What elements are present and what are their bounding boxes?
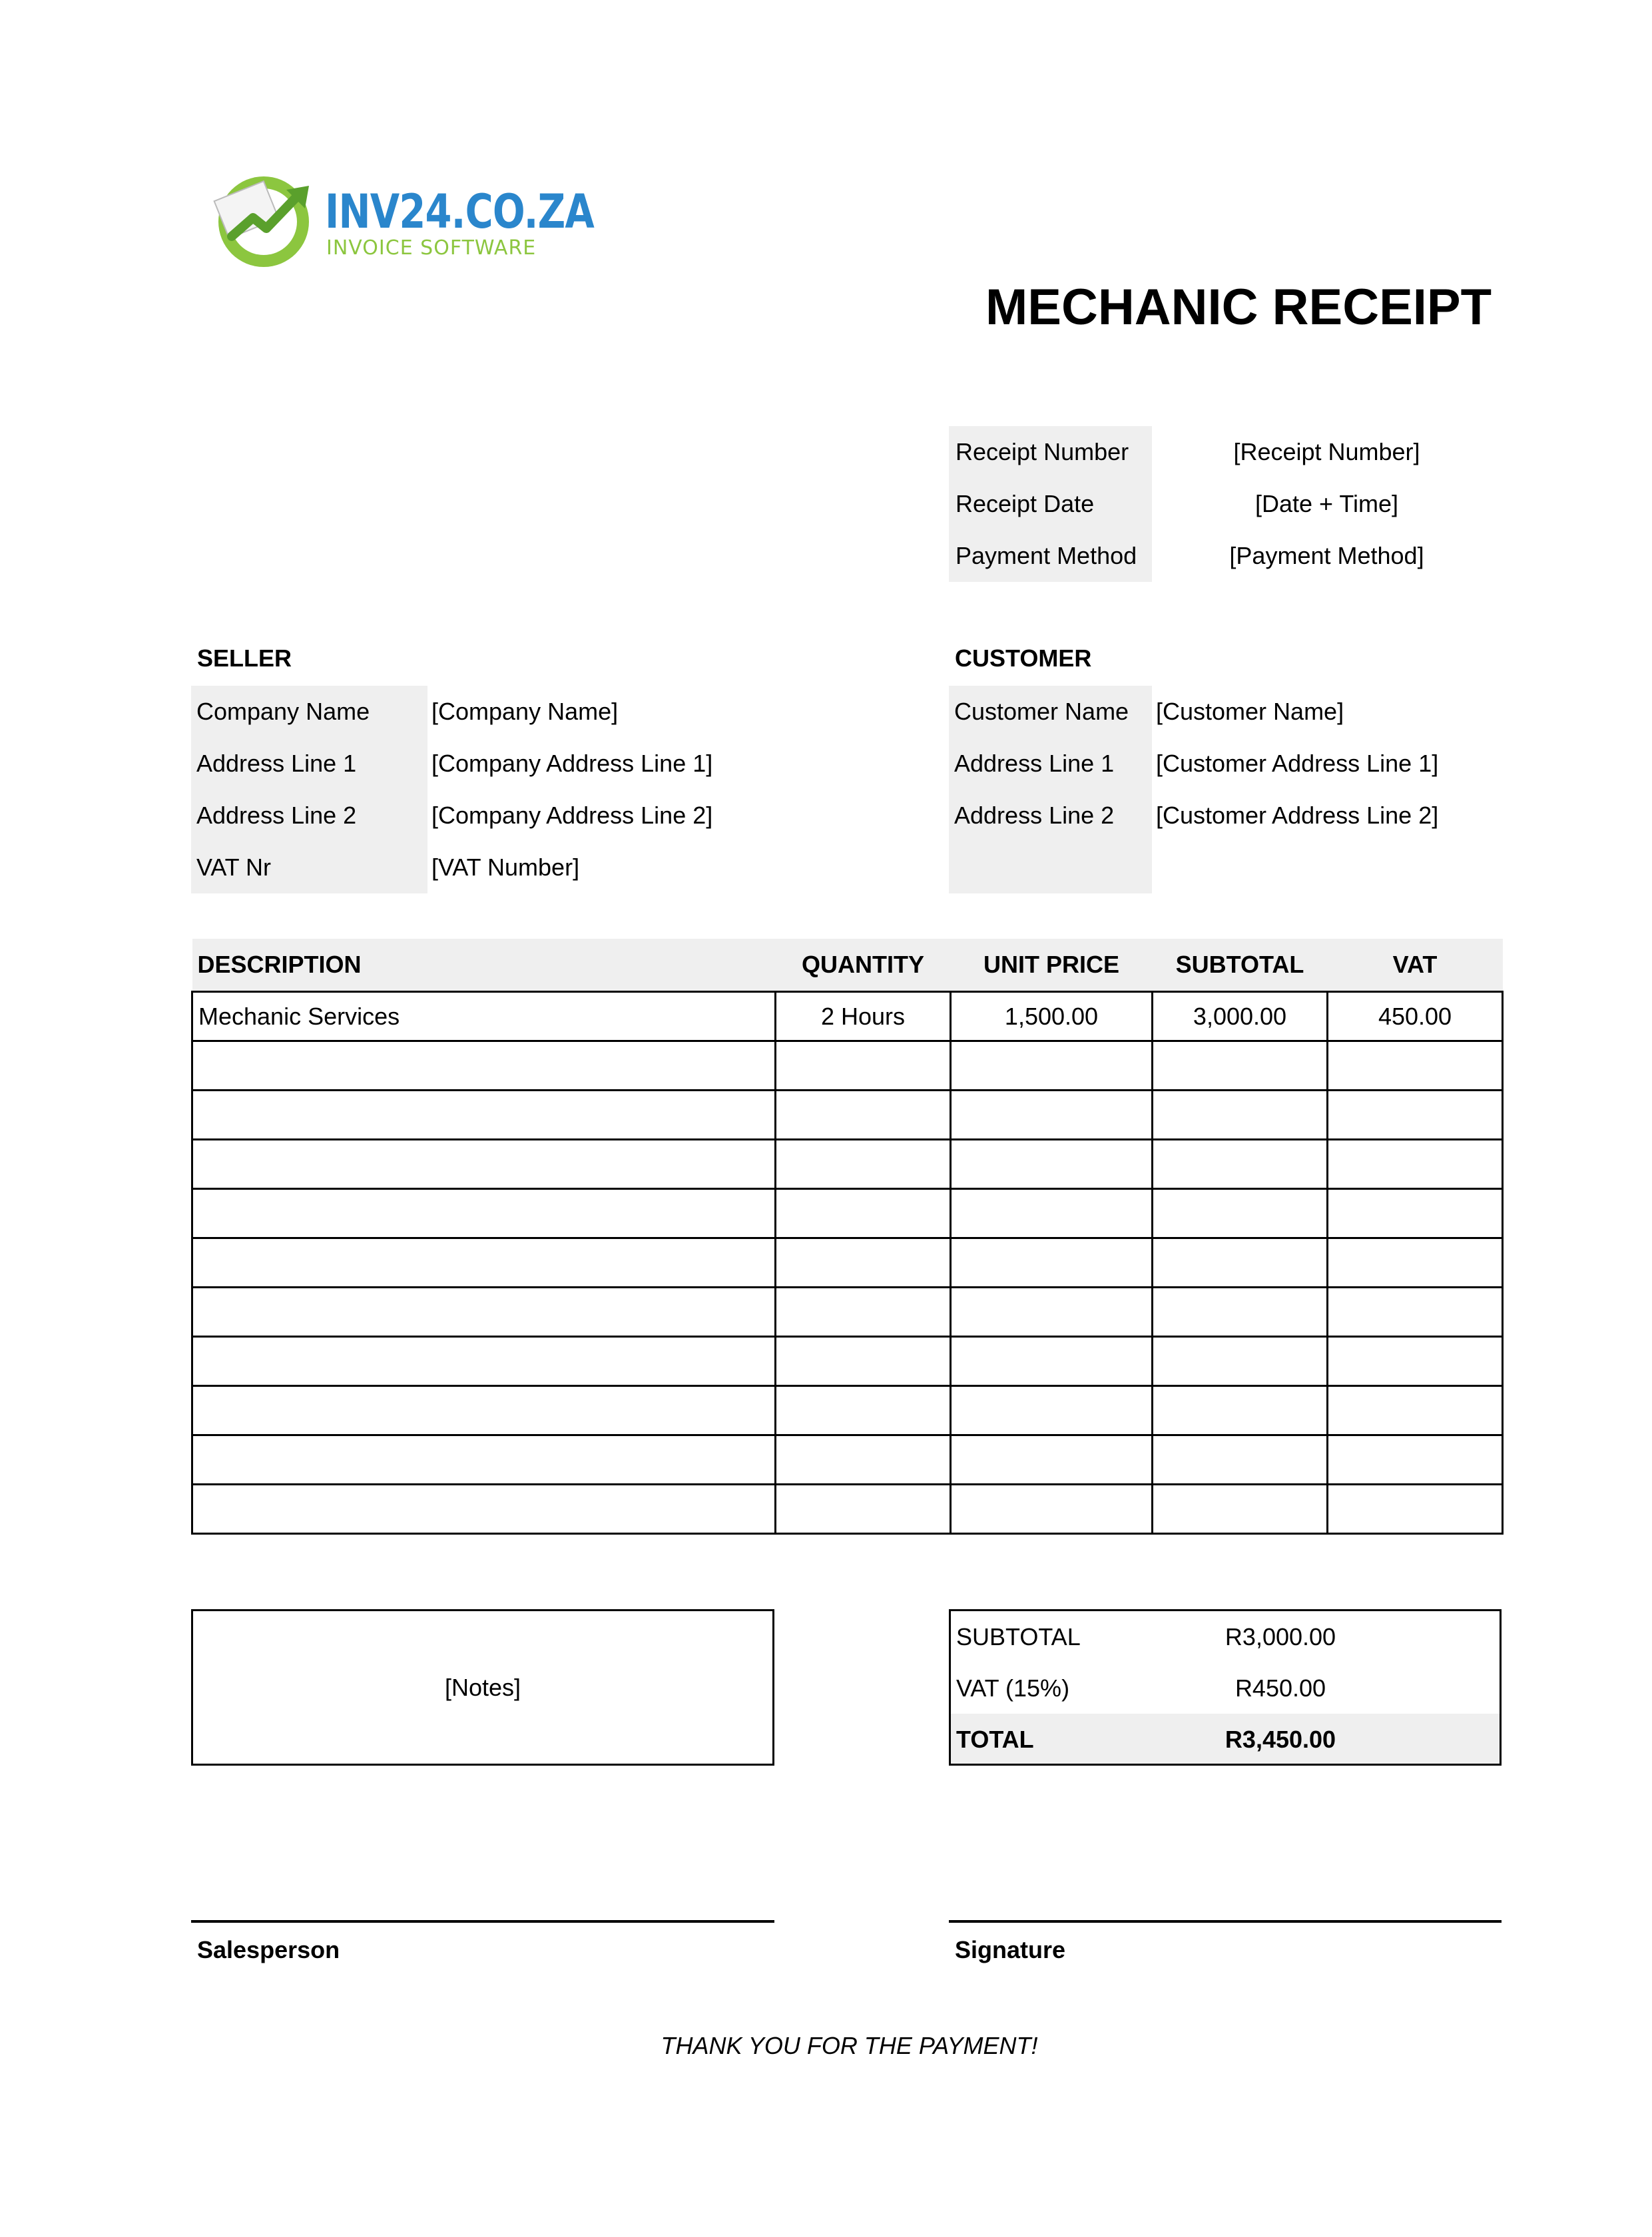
logo-tagline: INVOICE SOFTWARE	[326, 236, 537, 260]
item-quantity-cell[interactable]	[776, 1386, 951, 1435]
item-quantity-cell[interactable]	[776, 1189, 951, 1238]
item-description-cell[interactable]	[192, 1386, 776, 1435]
item-subtotal-cell[interactable]	[1153, 1140, 1328, 1189]
item-unit-price-cell[interactable]	[951, 1337, 1153, 1386]
totals-total-label: TOTAL	[956, 1726, 1034, 1753]
customer-name-value[interactable]: [Customer Name]	[1156, 698, 1344, 725]
item-subtotal-cell[interactable]	[1153, 1337, 1328, 1386]
header-unit-price: UNIT PRICE	[951, 939, 1153, 992]
item-unit-price-cell[interactable]	[951, 1140, 1153, 1189]
item-subtotal-cell[interactable]	[1153, 1386, 1328, 1435]
line-items-header-row	[192, 939, 1503, 992]
totals-total-value: R3,450.00	[1225, 1726, 1336, 1753]
totals-vat-value: R450.00	[1235, 1674, 1326, 1702]
notes-box[interactable]	[191, 1609, 774, 1766]
seller-address-line-1-label: Address Line 1	[191, 738, 427, 790]
totals-subtotal-value: R3,000.00	[1225, 1623, 1336, 1650]
seller-company-name-value[interactable]: [Company Name]	[431, 698, 619, 725]
table-row	[192, 1337, 1503, 1386]
item-unit-price-cell[interactable]	[951, 1238, 1153, 1288]
table-row	[192, 1238, 1503, 1288]
table-row	[192, 1140, 1503, 1189]
totals-subtotal-label: SUBTOTAL	[956, 1623, 1081, 1650]
salesperson-signature-line[interactable]	[191, 1920, 774, 1923]
customer-name-label: Customer Name	[949, 686, 1152, 738]
item-description-cell[interactable]	[192, 1288, 776, 1337]
seller-company-name-label: Company Name	[191, 686, 427, 738]
seller-address-line-2-label: Address Line 2	[191, 790, 427, 842]
item-unit-price-cell[interactable]	[951, 1435, 1153, 1485]
header-vat: VAT	[1328, 939, 1503, 992]
item-vat-cell[interactable]	[1328, 1189, 1503, 1238]
table-row	[192, 1435, 1503, 1485]
company-logo	[212, 170, 594, 270]
logo-brand-name: INV24.CO.ZA	[325, 184, 594, 239]
customer-empty-label-cell	[949, 842, 1152, 893]
item-unit-price-cell[interactable]: 1,500.00	[951, 992, 1153, 1041]
item-quantity-cell[interactable]: 2 Hours	[776, 992, 951, 1041]
item-quantity-cell[interactable]	[776, 1238, 951, 1288]
seller-address-line-1-value[interactable]: [Company Address Line 1]	[431, 750, 713, 777]
table-row	[192, 1485, 1503, 1534]
item-subtotal-cell[interactable]	[1153, 1189, 1328, 1238]
table-row	[192, 1091, 1503, 1140]
item-vat-cell[interactable]: 450.00	[1328, 992, 1503, 1041]
seller-heading: SELLER	[197, 644, 292, 672]
item-subtotal-cell[interactable]: 3,000.00	[1153, 992, 1328, 1041]
thank-you-message: THANK YOU FOR THE PAYMENT!	[661, 2032, 1038, 2059]
item-subtotal-cell[interactable]	[1153, 1435, 1328, 1485]
item-unit-price-cell[interactable]	[951, 1041, 1153, 1091]
receipt-date-value[interactable]: [Date + Time]	[1254, 490, 1399, 517]
header-description: DESCRIPTION	[192, 939, 776, 992]
item-description-cell[interactable]	[192, 1140, 776, 1189]
table-row	[192, 1189, 1503, 1238]
customer-address-line-2-value[interactable]: [Customer Address Line 2]	[1156, 802, 1439, 829]
signature-line[interactable]	[949, 1920, 1502, 1923]
line-items-table	[191, 939, 1504, 1535]
table-row	[192, 1288, 1503, 1337]
item-description-cell[interactable]	[192, 1189, 776, 1238]
item-subtotal-cell[interactable]	[1153, 1091, 1328, 1140]
seller-vat-nr-label: VAT Nr	[191, 842, 427, 893]
totals-vat-row	[951, 1662, 1500, 1714]
item-unit-price-cell[interactable]	[951, 1091, 1153, 1140]
item-unit-price-cell[interactable]	[951, 1386, 1153, 1435]
payment-method-value[interactable]: [Payment Method]	[1229, 542, 1424, 569]
totals-vat-label: VAT (15%)	[956, 1674, 1070, 1702]
item-vat-cell[interactable]	[1328, 1337, 1503, 1386]
item-vat-cell[interactable]	[1328, 1091, 1503, 1140]
signature-label: Signature	[955, 1936, 1066, 1963]
item-quantity-cell[interactable]	[776, 1337, 951, 1386]
item-subtotal-cell[interactable]	[1153, 1041, 1328, 1091]
item-vat-cell[interactable]	[1328, 1140, 1503, 1189]
item-quantity-cell[interactable]	[776, 1091, 951, 1140]
item-description-cell[interactable]	[192, 1435, 776, 1485]
seller-address-line-2-value[interactable]: [Company Address Line 2]	[431, 802, 713, 829]
item-description-cell[interactable]: Mechanic Services	[192, 992, 776, 1041]
logo-mark-icon	[212, 170, 325, 270]
item-unit-price-cell[interactable]	[951, 1288, 1153, 1337]
item-description-cell[interactable]	[192, 1041, 776, 1091]
totals-subtotal-row	[951, 1611, 1500, 1662]
customer-address-line-2-label: Address Line 2	[949, 790, 1152, 842]
item-vat-cell[interactable]	[1328, 1485, 1503, 1534]
receipt-date-label: Receipt Date	[949, 478, 1152, 530]
table-row	[192, 1041, 1503, 1091]
customer-address-line-1-value[interactable]: [Customer Address Line 1]	[1156, 750, 1439, 777]
receipt-number-label: Receipt Number	[949, 426, 1152, 478]
item-description-cell[interactable]	[192, 1485, 776, 1534]
item-unit-price-cell[interactable]	[951, 1189, 1153, 1238]
table-row	[192, 992, 1503, 1041]
item-quantity-cell[interactable]	[776, 1041, 951, 1091]
page-title: MECHANIC RECEIPT	[985, 279, 1492, 336]
item-subtotal-cell[interactable]	[1153, 1288, 1328, 1337]
item-quantity-cell[interactable]	[776, 1435, 951, 1485]
seller-vat-nr-value[interactable]: [VAT Number]	[431, 854, 580, 881]
customer-heading: CUSTOMER	[955, 644, 1092, 672]
notes-text: [Notes]	[444, 1673, 521, 1701]
customer-address-line-1-label: Address Line 1	[949, 738, 1152, 790]
item-vat-cell[interactable]	[1328, 1288, 1503, 1337]
item-vat-cell[interactable]	[1328, 1041, 1503, 1091]
payment-method-label: Payment Method	[949, 530, 1152, 582]
item-quantity-cell[interactable]	[776, 1485, 951, 1534]
table-row	[192, 1386, 1503, 1435]
totals-box	[949, 1609, 1502, 1766]
item-unit-price-cell[interactable]	[951, 1485, 1153, 1534]
item-quantity-cell[interactable]	[776, 1140, 951, 1189]
totals-total-row	[951, 1714, 1500, 1764]
item-description-cell[interactable]	[192, 1091, 776, 1140]
salesperson-label: Salesperson	[197, 1936, 340, 1963]
item-vat-cell[interactable]	[1328, 1435, 1503, 1485]
item-vat-cell[interactable]	[1328, 1386, 1503, 1435]
item-description-cell[interactable]	[192, 1238, 776, 1288]
header-subtotal: SUBTOTAL	[1153, 939, 1328, 992]
item-subtotal-cell[interactable]	[1153, 1238, 1328, 1288]
item-quantity-cell[interactable]	[776, 1288, 951, 1337]
header-quantity: QUANTITY	[776, 939, 951, 992]
item-description-cell[interactable]	[192, 1337, 776, 1386]
item-vat-cell[interactable]	[1328, 1238, 1503, 1288]
item-subtotal-cell[interactable]	[1153, 1485, 1328, 1534]
receipt-number-value[interactable]: [Receipt Number]	[1233, 438, 1420, 465]
